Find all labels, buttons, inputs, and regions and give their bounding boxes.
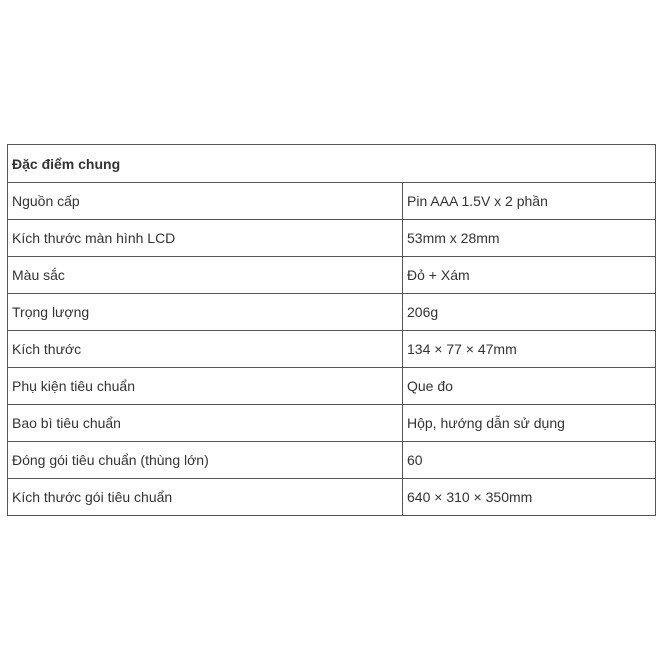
row-label-packaging: Bao bì tiêu chuẩn: [8, 405, 403, 442]
table-row: [8, 257, 656, 294]
row-label-dimensions: Kích thước: [8, 331, 403, 368]
row-value-standard-pack: 60: [403, 442, 656, 479]
row-value-pack-dimensions: 640 × 310 × 350mm: [403, 479, 656, 516]
row-value-weight: 206g: [403, 294, 656, 331]
table-row: [8, 294, 656, 331]
row-label-accessories: Phụ kiện tiêu chuẩn: [8, 368, 403, 405]
row-value-lcd-size: 53mm x 28mm: [403, 220, 656, 257]
row-label-power-source: Nguồn cấp: [8, 183, 403, 220]
table-header-row: [8, 145, 656, 183]
table-row: [8, 405, 656, 442]
row-label-lcd-size: Kích thước màn hình LCD: [8, 220, 403, 257]
spec-table: [7, 144, 656, 516]
table-row: [8, 368, 656, 405]
table-row: [8, 331, 656, 368]
table-row: [8, 479, 656, 516]
row-value-color: Đỏ + Xám: [403, 257, 656, 294]
row-value-power-source: Pin AAA 1.5V x 2 phần: [403, 183, 656, 220]
row-label-weight: Trọng lượng: [8, 294, 403, 331]
row-label-standard-pack: Đóng gói tiêu chuẩn (thùng lớn): [8, 442, 403, 479]
row-label-pack-dimensions: Kích thước gói tiêu chuẩn: [8, 479, 403, 516]
table-row: [8, 220, 656, 257]
row-label-color: Màu sắc: [8, 257, 403, 294]
table-row: [8, 442, 656, 479]
table-row: [8, 183, 656, 220]
row-value-dimensions: 134 × 77 × 47mm: [403, 331, 656, 368]
table-header: Đặc điểm chung: [8, 145, 656, 183]
row-value-packaging: Hộp, hướng dẫn sử dụng: [403, 405, 656, 442]
row-value-accessories: Que đo: [403, 368, 656, 405]
